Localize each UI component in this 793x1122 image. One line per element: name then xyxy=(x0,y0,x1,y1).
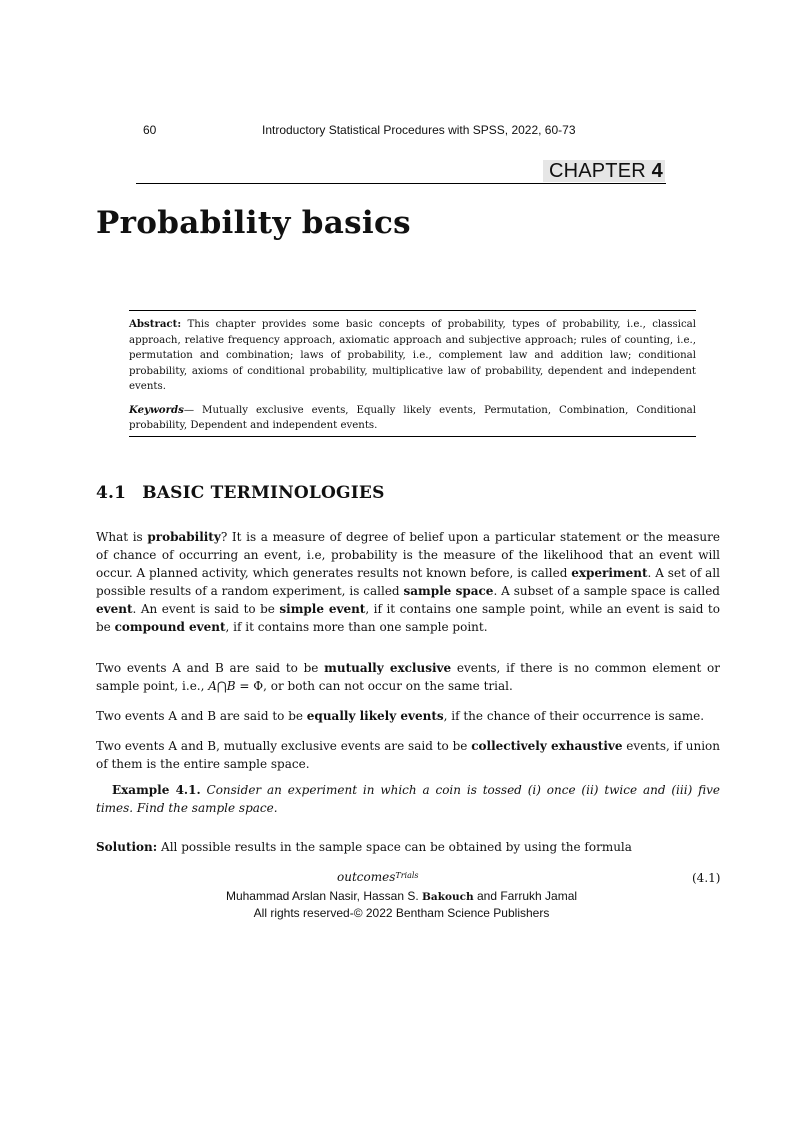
example-4-1 xyxy=(96,781,720,817)
solution-label: Solution: xyxy=(96,840,158,854)
section-number: 4.1 xyxy=(96,483,127,503)
text-run: . A subset of a sample space is called xyxy=(493,584,720,598)
term-mutually-exclusive: mutually exclusive xyxy=(324,661,452,675)
text-run: events, if there is no common element or sample point, i.e., xyxy=(96,661,720,693)
term-sample-space: sample space xyxy=(403,584,494,598)
keywords-dash: — xyxy=(183,404,195,416)
text-run: Two events A and B are said to be xyxy=(96,661,325,675)
text-run: . A set of all possible results of a random experiment, is called xyxy=(96,566,720,598)
term-event: event xyxy=(96,602,133,616)
term-compound-event: compound event xyxy=(114,620,226,634)
solution-text: All possible results in the sample space can be obtained by using the formula xyxy=(161,840,632,854)
math-b: B xyxy=(226,679,236,693)
paragraph-mutually-exclusive xyxy=(96,659,720,695)
formula-base: outcomes xyxy=(337,870,396,884)
equation-number: (4.1) xyxy=(692,871,721,885)
example-label: Example 4.1. xyxy=(112,783,201,797)
running-head: Introductory Statistical Procedures with SPSS, 2022, 60-73 xyxy=(262,123,576,137)
chapter-title: Probability basics xyxy=(96,205,411,241)
chapter-number: 4 xyxy=(651,160,663,182)
text-run: . An event is said to be xyxy=(132,602,280,616)
section-heading xyxy=(96,483,385,503)
term-collectively-exhaustive: collectively exhaustive xyxy=(471,739,623,753)
formula-exponent: Trials xyxy=(395,871,419,880)
author-bakouch: Bakouch xyxy=(422,891,474,903)
footer-copyright: All rights reserved-© 2022 Bentham Science Publishers xyxy=(253,906,550,920)
author-names: Muhammad Arslan Nasir, Hassan S. xyxy=(225,889,423,903)
abstract-box xyxy=(129,310,696,437)
math-intersection: ⋂ xyxy=(216,679,227,693)
text-run: , if it contains one sample point, while an event is said to be xyxy=(96,602,720,634)
footer-authors xyxy=(0,889,793,903)
section-title: BASIC TERMINOLOGIES xyxy=(142,483,385,503)
paragraph-definitions xyxy=(96,528,720,636)
solution-paragraph xyxy=(96,838,720,856)
paragraph-collectively-exhaustive xyxy=(96,737,720,773)
chapter-label-text: CHAPTER xyxy=(548,160,646,182)
text-run: What is xyxy=(96,530,148,544)
keywords-paragraph xyxy=(129,403,696,434)
formula-outcomes-trials xyxy=(337,870,419,884)
text-run: Two events A and B, mutually exclusive events are said to be xyxy=(96,739,472,753)
text-run: , or both can not occur on the same trial. xyxy=(263,679,513,693)
keywords-label: Keywords xyxy=(129,403,184,416)
term-experiment: experiment xyxy=(571,566,648,580)
term-probability: probability xyxy=(147,530,221,544)
paragraph-equally-likely xyxy=(96,707,720,725)
keywords-text: Mutually exclusive events, Equally likely events, Permutation, Combination, Conditional probability, Dependent and independent events. xyxy=(129,404,696,431)
abstract-text: This chapter provides some basic concepts of probability, types of probability, i.e., classical approach, relative frequency approach, axiomatic approach and subjective approach; rules of counting, i.e., permutation and combination; laws of probability, i.e., complement law and addition law; conditional probability, axioms of conditional probability, multiplicative law of probability, dependent and independent events. xyxy=(129,319,696,392)
text-run: events, if union of them is the entire sample space. xyxy=(96,739,720,771)
chapter-label xyxy=(543,160,665,182)
math-equals-phi: = Φ xyxy=(235,679,264,693)
chapter-rule xyxy=(136,183,666,184)
text-run: , if it contains more than one sample point. xyxy=(225,620,488,634)
text-run: Two events A and B are said to be xyxy=(96,709,307,723)
abstract-label: Abstract: xyxy=(129,318,182,330)
text-run: ? It is a measure of degree of belief upon a particular statement or the measure of chance of occurring an event, i.e, probability is the measure of the likelihood that an event will occur. A planned activity, which generates results not known before, is called xyxy=(96,530,720,580)
term-equally-likely: equally likely events xyxy=(306,709,444,723)
math-a: A xyxy=(208,679,217,693)
example-text: Consider an experiment in which a coin is tossed (i) once (ii) twice and (iii) five times. Find the sample space. xyxy=(96,783,720,815)
term-simple-event: simple event xyxy=(279,602,366,616)
text-run: , if the chance of their occurrence is same. xyxy=(443,709,705,723)
abstract-paragraph xyxy=(129,317,696,395)
author-names: and Farrukh Jamal xyxy=(473,889,578,903)
page-number: 60 xyxy=(143,123,157,137)
